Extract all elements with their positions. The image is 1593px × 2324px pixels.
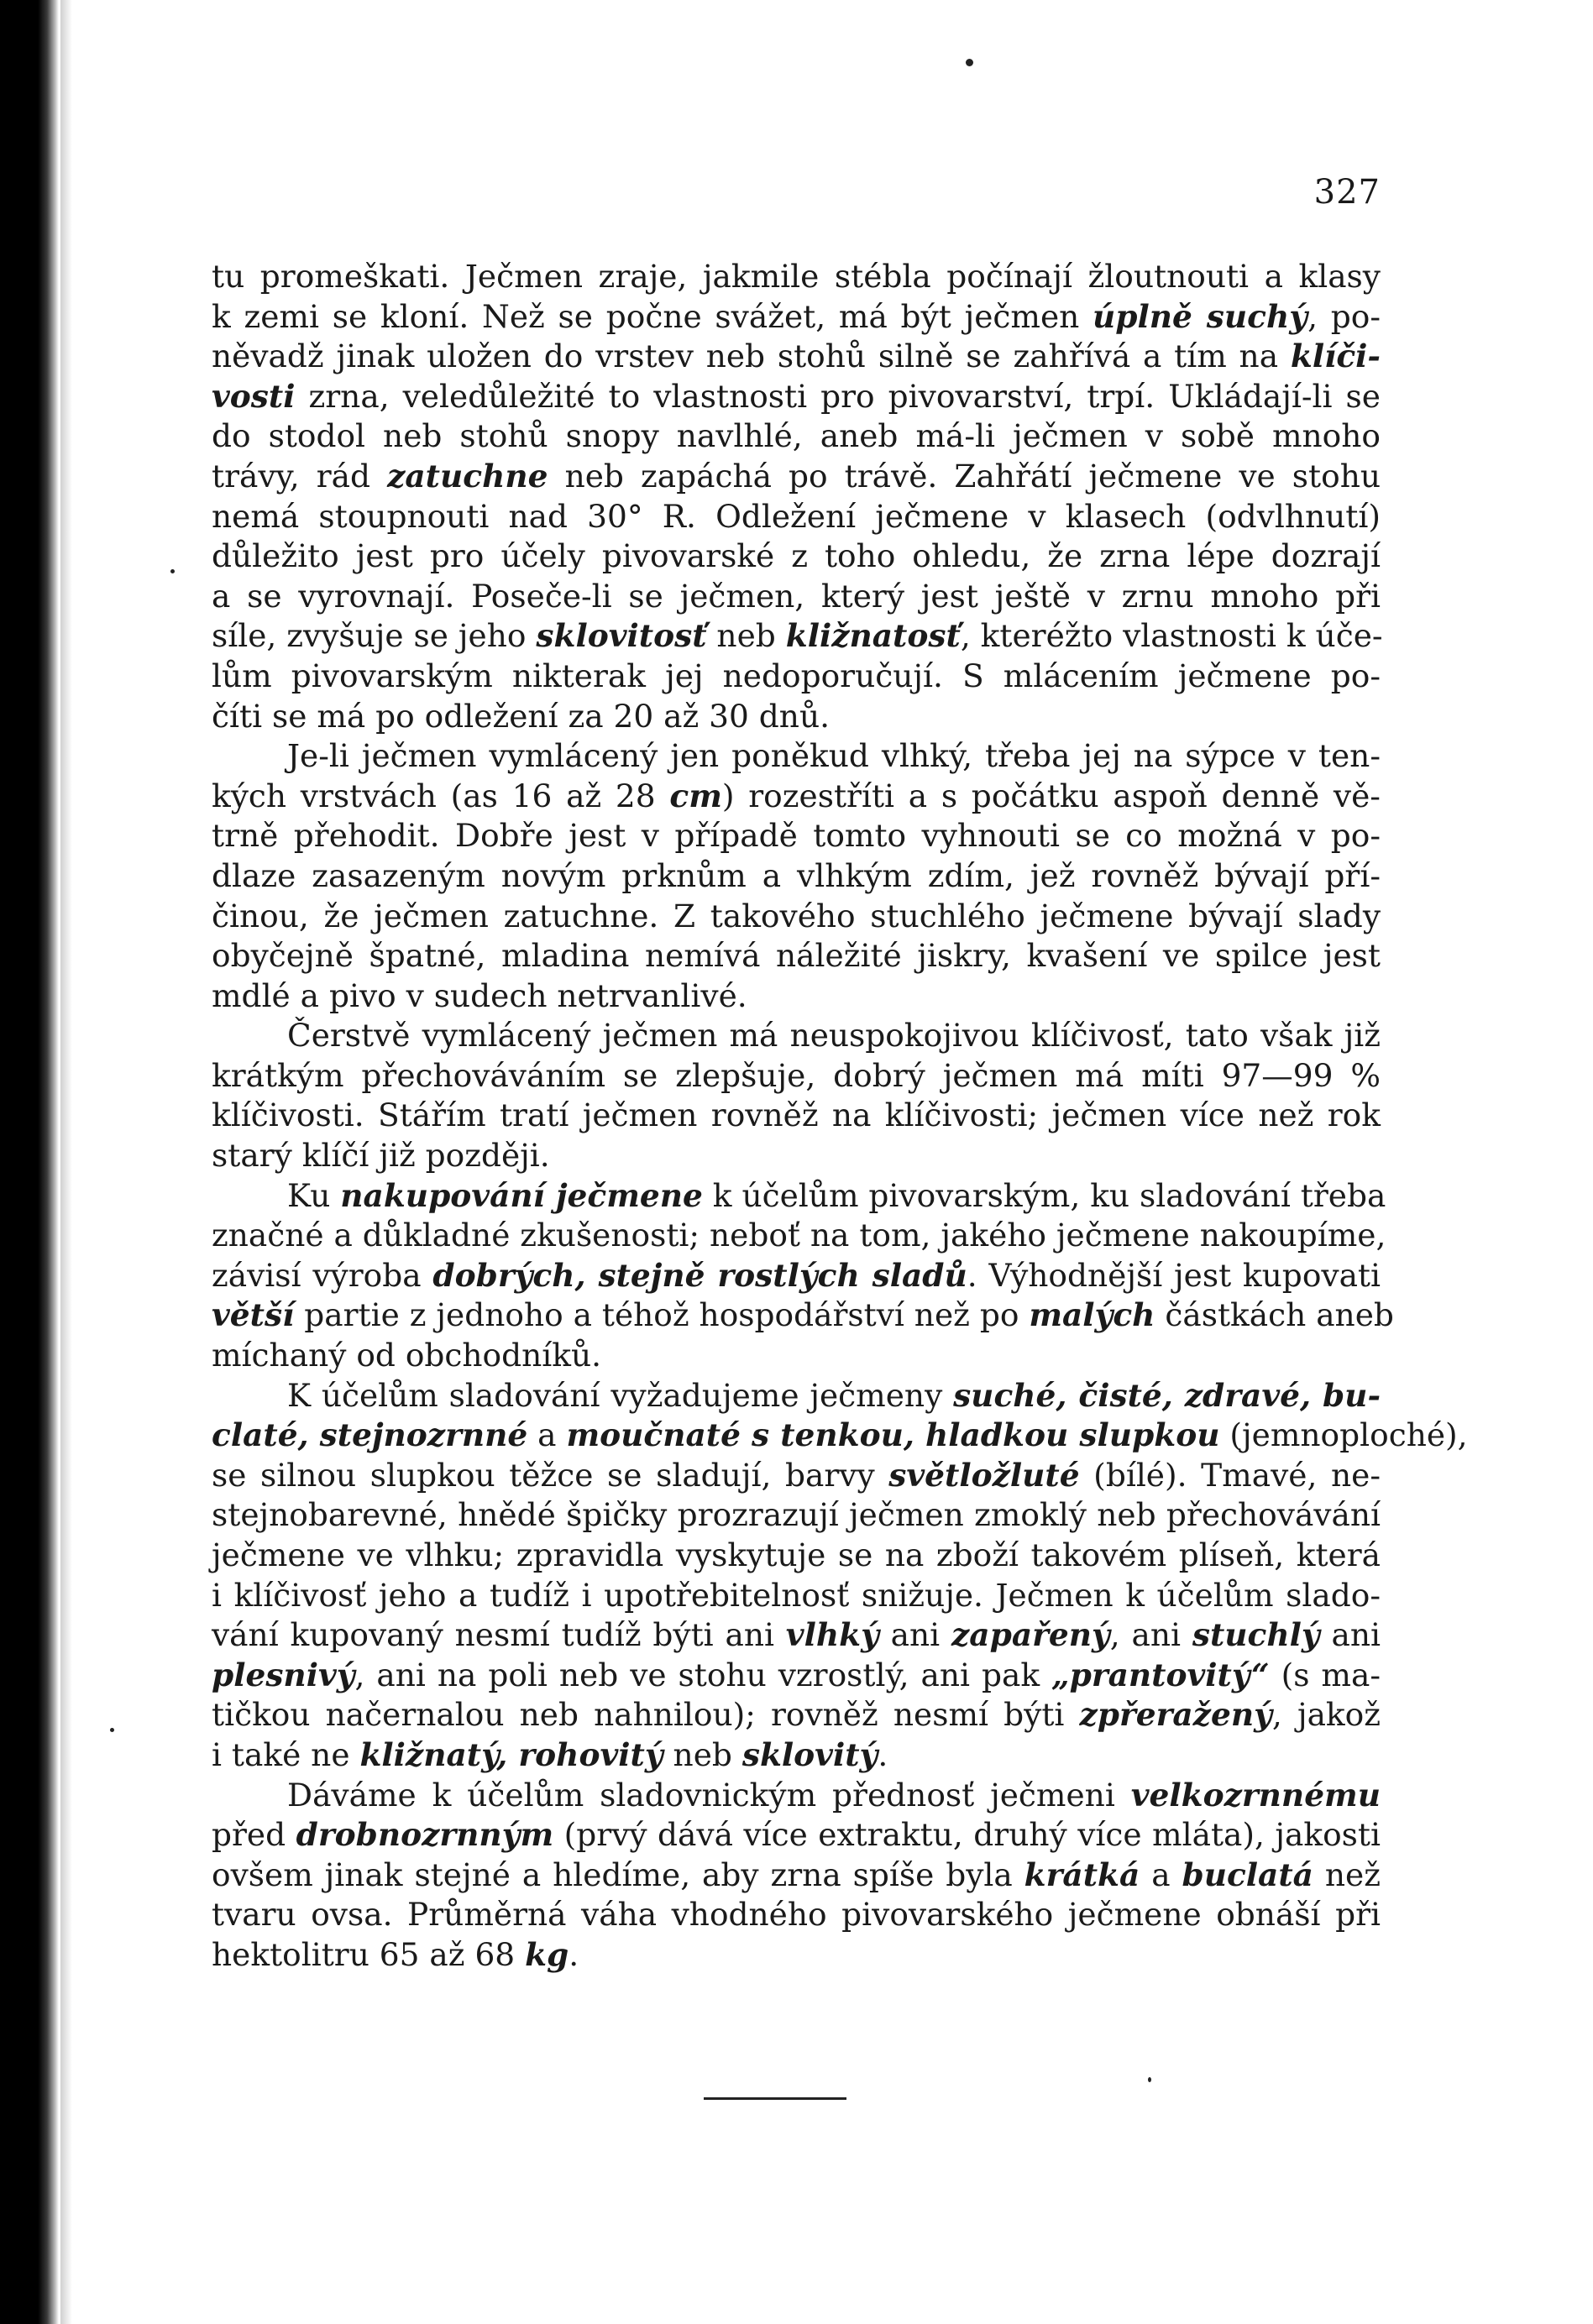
- text-run: trávy, rád: [212, 457, 388, 495]
- text-run: , ani: [1109, 1616, 1192, 1654]
- text-run: ) rozestříti a s počátku aspoň denně vě-: [721, 777, 1381, 814]
- text-line: [212, 1176, 1386, 1217]
- text-run: (bílé). Tmavé, ne-: [1079, 1456, 1381, 1494]
- text-line: [212, 1495, 1381, 1536]
- text-run: , jakož: [1271, 1696, 1381, 1734]
- text-line: [212, 1615, 1381, 1656]
- text-line: [212, 1136, 1381, 1176]
- text-run: K účelům sladování vyžadujeme ječmeny: [287, 1376, 954, 1414]
- text-run: ani: [1319, 1616, 1381, 1654]
- text-line: [212, 976, 1381, 1017]
- text-line: [212, 936, 1381, 976]
- text-run: neb: [706, 617, 786, 655]
- ink-speck: [966, 59, 973, 66]
- text-run: . Výhodnější jest kupovati: [967, 1256, 1381, 1294]
- text-run: zrna, veledůležité to vlastnosti pro pivovarství, trpí. Ukládají-li se: [295, 377, 1381, 415]
- text-run: Dáváme k účelům sladovnickým přednosť ječmeni: [287, 1776, 1131, 1814]
- text-run: činou, že ječmen zatuchne. Z takového stuchlého ječmene bývají slady: [212, 897, 1381, 934]
- emphasized-text: vosti: [212, 377, 296, 415]
- text-run: nemá stoupnouti nad 30° R. Odležení ječmene v klasech (odvlhnutí): [212, 497, 1381, 535]
- text-run: tvaru ovsa. Průměrná váha vhodného pivovarského ječmene obnáší při: [212, 1896, 1381, 1934]
- emphasized-text: krátká: [1024, 1856, 1140, 1893]
- text-line: [212, 1376, 1381, 1416]
- text-run: Ku: [287, 1176, 341, 1214]
- text-line: [212, 1935, 1381, 1976]
- text-run: ječmene ve vlhku; zpravidla vyskytuje se na zboží takovém plíseň, která: [212, 1536, 1381, 1573]
- ink-speck: [110, 1728, 114, 1732]
- emphasized-text: malých: [1029, 1296, 1155, 1334]
- text-line: [212, 1256, 1381, 1296]
- text-line: [212, 457, 1381, 497]
- text-line: [212, 537, 1381, 577]
- paragraph: [212, 736, 1381, 1016]
- text-run: závisí výroba: [212, 1256, 433, 1294]
- text-run: do stodol neb stohů snopy navlhlé, aneb má-li ječmen v sobě mnoho: [212, 417, 1381, 455]
- ink-speck: [170, 569, 175, 573]
- emphasized-text: drobnozrnným: [296, 1816, 554, 1854]
- emphasized-text: zatuchne: [387, 457, 548, 495]
- text-line: [212, 1735, 1381, 1776]
- text-run: mdlé a pivo v sudech netrvanlivé.: [212, 976, 747, 1014]
- page-number: 327: [1313, 173, 1381, 212]
- text-run: než: [1313, 1856, 1381, 1893]
- text-run: (prvý dává více extraktu, druhý více mláta), jakosti: [553, 1816, 1381, 1854]
- paragraph: [212, 1776, 1381, 1976]
- emphasized-text: sklovitý: [741, 1735, 878, 1773]
- text-line: [212, 897, 1381, 937]
- text-line: [212, 257, 1381, 297]
- text-line: [212, 657, 1381, 697]
- emphasized-text: velkozrnnému: [1130, 1776, 1381, 1814]
- text-run: Je-li ječmen vymlácený jen poněkud vlhký, třeba jej na sýpce v ten-: [287, 737, 1381, 775]
- text-line: [212, 497, 1381, 537]
- paragraph: [212, 1376, 1468, 1776]
- end-rule: [704, 2097, 846, 2100]
- text-run: důležito jest pro účely pivovarské z toho ohledu, že zrna lépe dozrají: [212, 537, 1381, 575]
- text-run: partie z jednoho a téhož hospodářství než po: [294, 1296, 1030, 1334]
- text-run: obyčejně špatné, mladina nemívá náležité jiskry, kvašení ve spilce jest: [212, 937, 1381, 975]
- emphasized-text: plesnivý: [212, 1656, 355, 1693]
- text-line: [212, 297, 1381, 338]
- paragraph: [212, 257, 1381, 736]
- emphasized-text: stuchlý: [1192, 1616, 1320, 1654]
- emphasized-text: cm: [669, 777, 722, 814]
- text-run: k zemi se kloní. Než se počne svážet, má být ječmen: [212, 297, 1093, 335]
- text-run: hektolitru 65 až 68: [212, 1935, 526, 1973]
- emphasized-text: zpřeražený: [1079, 1696, 1272, 1734]
- text-run: (jemnoploché),: [1219, 1416, 1468, 1454]
- text-run: a: [527, 1416, 567, 1454]
- text-run: tu promeškati. Ječmen zraje, jakmile stébla počínají žloutnouti a klasy: [212, 258, 1381, 295]
- text-run: klíčivosti. Stářím tratí ječmen rovněž na klíčivosti; ječmen více než rok: [212, 1097, 1381, 1134]
- text-run: .: [569, 1935, 579, 1973]
- text-line: [212, 736, 1381, 777]
- emphasized-text: kg: [525, 1935, 569, 1973]
- emphasized-text: „prantovitý“: [1051, 1656, 1270, 1693]
- text-line: [212, 1536, 1381, 1576]
- text-line: [212, 697, 1381, 737]
- emphasized-text: větší: [212, 1296, 295, 1334]
- text-line: [212, 416, 1381, 457]
- text-run: číti se má po odležení za 20 až 30 dnů.: [212, 697, 831, 735]
- text-run: míchaný od obchodníků.: [212, 1337, 602, 1374]
- text-run: lům pivovarským nikterak jej nedoporučují. S mlácením ječmene po-: [212, 657, 1381, 694]
- emphasized-text: dobrých, stejně rostlých sladů: [432, 1256, 967, 1294]
- text-run: se silnou slupkou těžce se sladují, barvy: [212, 1456, 889, 1494]
- text-run: a: [1140, 1856, 1182, 1893]
- paragraph: [212, 1176, 1394, 1376]
- text-line: [212, 1895, 1381, 1935]
- text-line: [212, 577, 1381, 617]
- text-run: částkách aneb: [1155, 1296, 1394, 1334]
- text-line: [212, 1416, 1468, 1456]
- text-line: [212, 1056, 1381, 1097]
- text-line: [212, 777, 1381, 817]
- emphasized-text: úplně suchý: [1093, 297, 1308, 335]
- text-line: [212, 1695, 1381, 1735]
- text-run: stejnobarevné, hnědé špičky prozrazují ječmen zmoklý neb přechovávání: [212, 1496, 1381, 1534]
- emphasized-text: suché, čisté, zdravé, bu-: [953, 1376, 1381, 1414]
- paragraph: [212, 1016, 1381, 1175]
- text-run: před: [212, 1816, 296, 1854]
- text-run: vání kupovaný nesmí tudíž býti ani: [212, 1616, 786, 1654]
- text-run: k účelům pivovarským, ku sladování třeba: [702, 1176, 1386, 1214]
- text-run: kých vrstvách (as 16 až 28: [212, 777, 670, 814]
- text-run: i klíčivosť jeho a tudíž i upotřebitelnosť snižuje. Ječmen k účelům slado-: [212, 1576, 1381, 1614]
- emphasized-text: kližnatý, rohovitý: [359, 1735, 663, 1773]
- emphasized-text: moučnaté s tenkou, hladkou slupkou: [566, 1416, 1220, 1454]
- text-line: [212, 377, 1381, 417]
- text-run: ani: [878, 1616, 951, 1654]
- text-run: síle, zvyšuje se jeho: [212, 617, 537, 655]
- text-run: .: [878, 1735, 888, 1773]
- text-run: , po-: [1307, 297, 1381, 335]
- text-run: i také ne: [212, 1735, 360, 1773]
- text-run: a se vyrovnají. Poseče-li se ječmen, který jest ještě v zrnu mnoho při: [212, 577, 1381, 615]
- text-run: tičkou načernalou neb nahnilou); rovněž nesmí býti: [212, 1696, 1080, 1734]
- text-line: [212, 1815, 1381, 1856]
- text-run: krátkým přechováváním se zlepšuje, dobrý ječmen má míti 97—99 %: [212, 1056, 1381, 1094]
- text-line: [212, 856, 1381, 897]
- text-line: [212, 1456, 1381, 1496]
- text-run: , kteréžto vlastnosti k úče-: [960, 617, 1383, 655]
- emphasized-text: klíči-: [1290, 338, 1381, 375]
- page-body-text: [212, 257, 1468, 1976]
- emphasized-text: kližnatosť: [785, 617, 961, 655]
- text-line: [212, 1336, 1381, 1376]
- text-line: [212, 1776, 1381, 1816]
- text-run: ovšem jinak stejné a hledíme, aby zrna spíše byla: [212, 1856, 1024, 1893]
- emphasized-text: světložluté: [888, 1456, 1080, 1494]
- book-gutter-shadow: [60, 0, 72, 2324]
- book-binding-edge: [0, 0, 59, 2324]
- text-run: Čerstvě vymlácený ječmen má neuspokojivou klíčivosť, tato však již: [287, 1017, 1381, 1055]
- emphasized-text: buclatá: [1182, 1856, 1313, 1893]
- emphasized-text: vlhký: [785, 1616, 879, 1654]
- text-run: značné a důkladné zkušenosti; neboť na tom, jakého ječmene nakoupíme,: [212, 1217, 1386, 1254]
- text-line: [212, 1016, 1381, 1056]
- text-line: [212, 1295, 1394, 1336]
- text-line: [212, 1856, 1381, 1896]
- text-run: starý klíčí již později.: [212, 1137, 550, 1175]
- text-run: neb: [663, 1735, 742, 1773]
- emphasized-text: claté, stejnozrnné: [212, 1416, 528, 1454]
- text-line: [212, 616, 1381, 657]
- text-run: neb zapáchá po trávě. Zahřátí ječmene ve stohu: [548, 457, 1381, 495]
- text-run: (s ma-: [1269, 1656, 1381, 1693]
- text-run: , ani na poli neb ve stohu vzrostlý, ani pak: [354, 1656, 1052, 1693]
- text-line: [212, 1096, 1381, 1136]
- ink-speck: [1148, 2077, 1151, 2082]
- text-line: [212, 337, 1381, 377]
- text-run: trně přehodit. Dobře jest v případě tomto vyhnouti se co možná v po-: [212, 817, 1381, 855]
- emphasized-text: sklovitosť: [536, 617, 707, 655]
- text-line: [212, 1656, 1381, 1696]
- text-line: [212, 1576, 1381, 1616]
- emphasized-text: zapařený: [951, 1616, 1110, 1654]
- text-line: [212, 816, 1381, 856]
- text-line: [212, 1216, 1386, 1256]
- text-run: dlaze zasazeným novým prknům a vlhkým zdím, jež rovněž bývají pří-: [212, 856, 1381, 894]
- emphasized-text: nakupování ječmene: [340, 1176, 703, 1214]
- text-run: něvadž jinak uložen do vrstev neb stohů silně se zahřívá a tím na: [212, 338, 1291, 375]
